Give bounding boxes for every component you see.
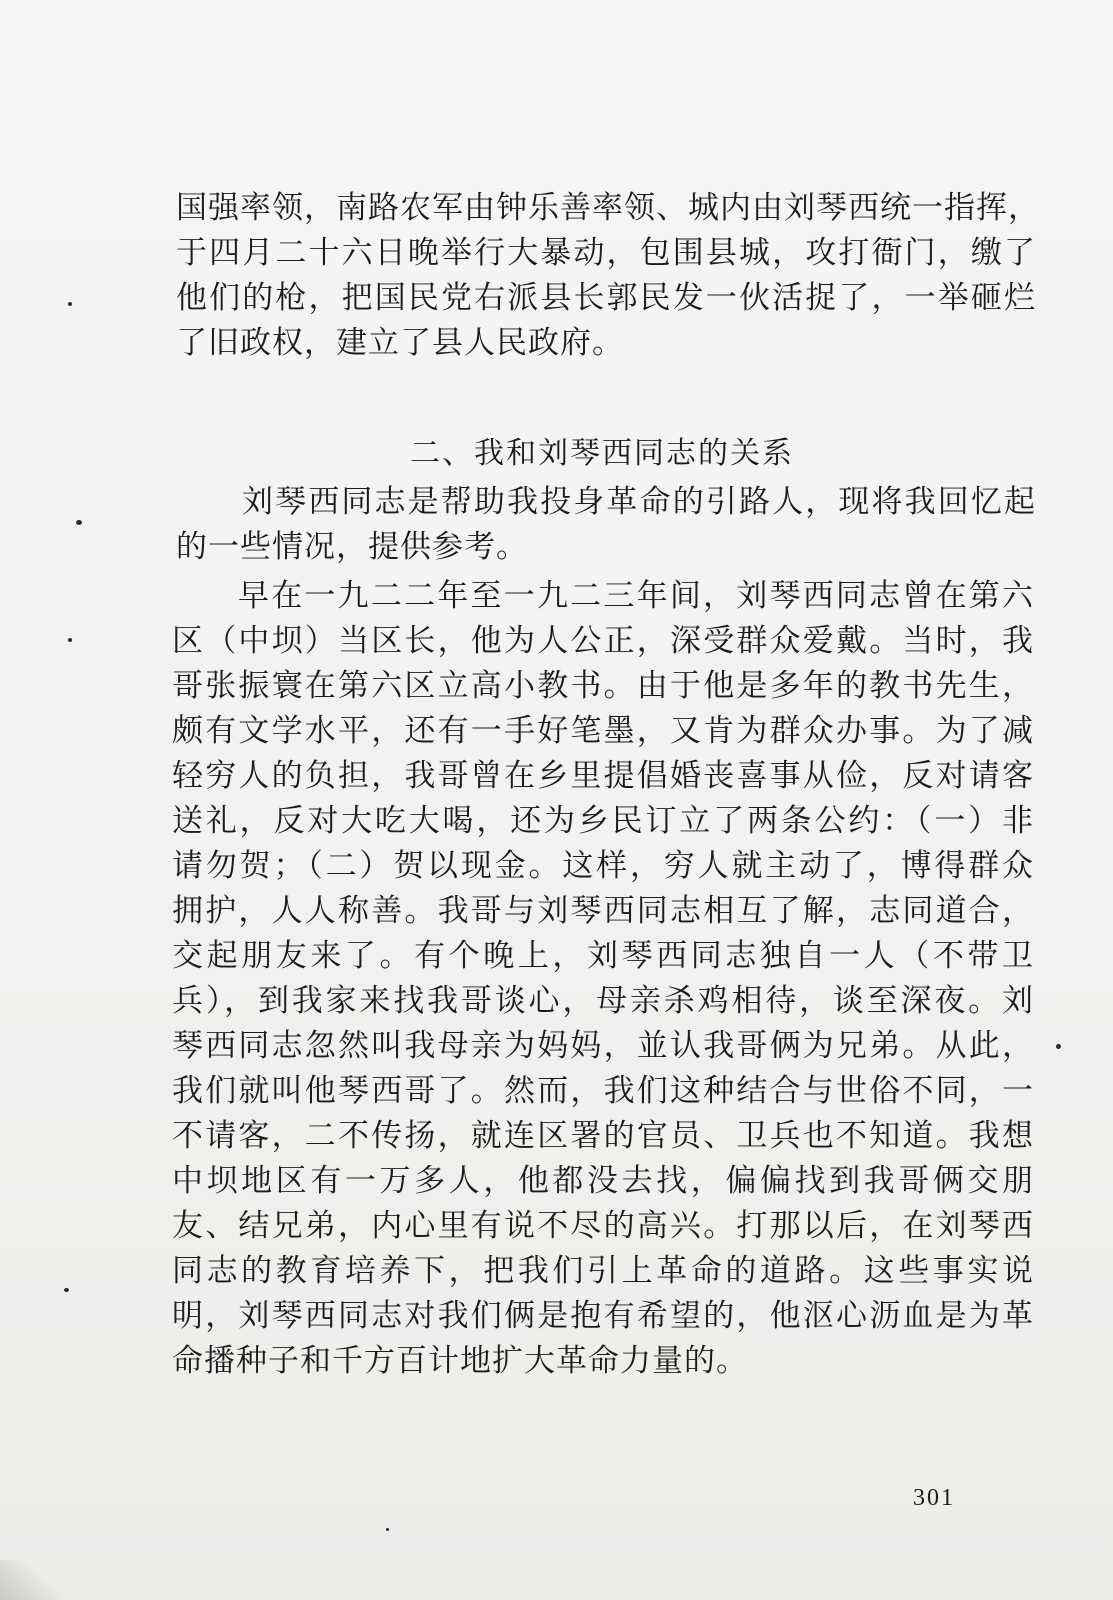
text-line: 颇有文学水平，还有一手好笔墨，又肯为群众办事。为了减	[172, 713, 1034, 749]
scan-speck	[386, 1528, 389, 1531]
text-line: 琴西同志忽然叫我母亲为妈妈，並认我哥俩为兄弟。从此，	[172, 1028, 1034, 1064]
text-line: 兵），到我家来找我哥谈心，母亲杀鸡相待，谈至深夜。刘	[172, 983, 1034, 1019]
text-line: 送礼，反对大吃大喝，还为乡民订立了两条公约：（一）非	[172, 803, 1034, 839]
text-line: 同志的教育培养下，把我们引上革命的道路。这些事实说	[172, 1253, 1034, 1289]
text-line: 国强率领，南路农军由钟乐善率领、城内由刘琴西统一指挥，	[176, 190, 1040, 226]
text-line: 请勿贺；（二）贺以现金。这样，穷人就主动了，博得群众	[172, 848, 1034, 884]
text-line: 的一些情况，提供参考。	[176, 529, 528, 565]
text-line: 我们就叫他琴西哥了。然而，我们这种结合与世俗不同，一	[172, 1073, 1034, 1109]
text-line: 哥张振寰在第六区立高小教书。由于他是多年的教书先生，	[172, 668, 1034, 704]
text-line: 交起朋友来了。有个晚上，刘琴西同志独自一人（不带卫	[172, 938, 1034, 974]
scan-speck	[68, 302, 72, 306]
text-line: 友、结兄弟，内心里有说不尽的高兴。打那以后，在刘琴西	[172, 1208, 1034, 1244]
scan-speck	[68, 638, 72, 642]
paragraph-2	[176, 480, 1036, 570]
text-line: 不请客，二不传扬，就连区署的官员、卫兵也不知道。我想	[172, 1118, 1034, 1154]
text-line: 早在一九二二年至一九二三年间，刘琴西同志曾在第六	[238, 578, 1034, 614]
text-line: 命播种子和千方百计地扩大革命力量的。	[172, 1343, 748, 1379]
paragraph-1	[176, 186, 1040, 366]
text-line: 了旧政权，建立了县人民政府。	[176, 325, 624, 361]
scan-speck	[1056, 1044, 1061, 1049]
text-line: 区（中坝）当区长，他为人公正，深受群众爱戴。当时，我	[172, 623, 1034, 659]
scan-shadow	[0, 1560, 60, 1600]
paragraph-3	[172, 574, 1034, 1384]
scan-speck	[76, 520, 82, 525]
scan-speck	[64, 1288, 69, 1292]
text-line: 中坝地区有一万多人，他都没去找，偏偏找到我哥俩交朋	[172, 1163, 1034, 1199]
text-line: 他们的枪，把国民党右派县长郭民发一伙活捉了，一举砸烂	[176, 280, 1036, 316]
text-line: 于四月二十六日晚举行大暴动，包围县城，攻打衙门，缴了	[176, 235, 1036, 271]
section-heading: 二、我和刘琴西同志的关系	[410, 436, 794, 471]
text-line: 刘琴西同志是帮助我投身革命的引路人，现将我回忆起	[242, 484, 1036, 520]
text-line: 拥护，人人称善。我哥与刘琴西同志相互了解，志同道合，	[172, 893, 1034, 929]
page-number: 301	[913, 1485, 955, 1511]
text-line: 轻穷人的负担，我哥曾在乡里提倡婚丧喜事从俭，反对请客	[172, 758, 1034, 794]
text-line: 明，刘琴西同志对我们俩是抱有希望的，他沤心沥血是为革	[172, 1298, 1034, 1334]
